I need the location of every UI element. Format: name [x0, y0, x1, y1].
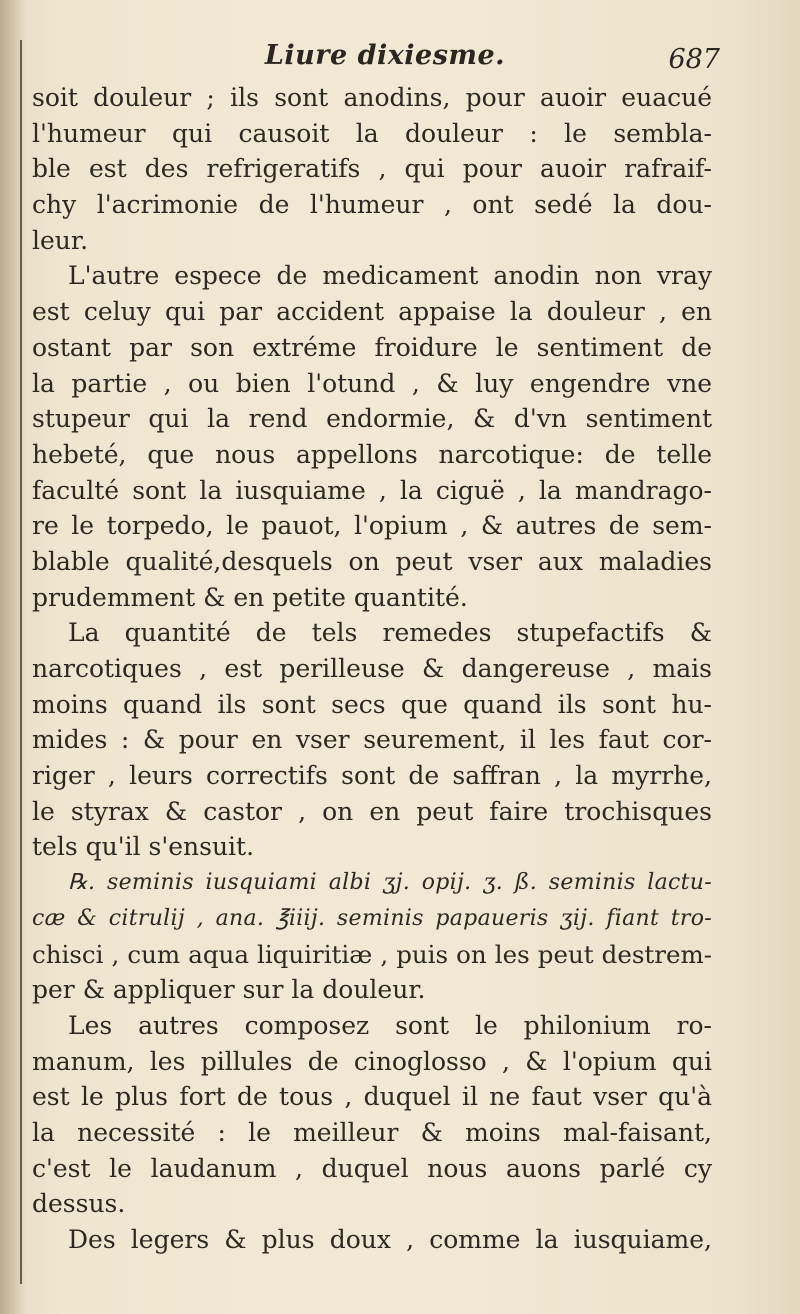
- recipe-line: ℞. seminis iusquiami albi ʒj. opij. ʒ. ß. seminis lactu-: [68, 870, 712, 896]
- text-line: prudemment & en petite quantité.: [32, 582, 468, 612]
- text-line: stupeur qui la rend endormie, & d'vn sentiment: [32, 404, 712, 434]
- paragraph-start-line: L'autre espece de medicament anodin non vray: [68, 261, 712, 291]
- text-line: re le torpedo, le pauot, l'opium , & autres de sem-: [32, 511, 712, 541]
- text-line: hebeté, que nous appellons narcotique: de telle: [32, 439, 712, 469]
- text-line: riger , leurs correctifs sont de saffran , la myrrhe,: [32, 761, 712, 791]
- body-text: [32, 80, 712, 1258]
- text-line: tels qu'il s'ensuit.: [32, 832, 255, 862]
- text-line: soit douleur ; ils sont anodins, pour auoir euacué: [32, 83, 712, 112]
- paragraph-start-line: Des legers & plus doux , comme la iusquiame,: [68, 1225, 712, 1254]
- text-line: narcotiques , est perilleuse & dangereuse , mais: [32, 654, 712, 683]
- text-line: blable qualité,desquels on peut vser aux maladies: [32, 546, 712, 576]
- text-line: manum, les pillules de cinoglosso , & l'opium qui: [32, 1046, 712, 1076]
- text-line: ble est des refrigeratifs , qui pour auoir rafraif-: [32, 154, 712, 184]
- running-title: Liure dixiesme.: [264, 40, 506, 71]
- text-line: dessus.: [32, 1189, 126, 1219]
- paragraph-start-line: La quantité de tels remedes stupefactifs &: [68, 618, 712, 648]
- recipe-line: cæ & citrulij , ana. ℥iiij. seminis papaueris ʒij. fiant tro-: [32, 905, 712, 931]
- text-line: c'est le laudanum , duquel nous auons parlé cy: [32, 1153, 712, 1183]
- text-line: le styrax & castor , on en peut faire trochisques: [32, 796, 712, 826]
- text-line: leur.: [32, 225, 89, 255]
- text-line: chy l'acrimonie de l'humeur , ont sedé la dou-: [32, 190, 712, 220]
- text-line: la necessité : le meilleur & moins mal-faisant,: [32, 1117, 712, 1147]
- text-line: est le plus fort de tous , duquel il ne faut vser qu'à: [32, 1082, 712, 1112]
- text-line: mides : & pour en vser seurement, il les faut cor-: [32, 725, 712, 755]
- text-line: ostant par son extréme froidure le sentiment de: [32, 332, 712, 362]
- page-number: 687: [668, 44, 720, 75]
- text-line: chisci , cum aqua liquiritiæ , puis on les peut destrem-: [32, 939, 712, 969]
- text-line: per & appliquer sur la douleur.: [32, 975, 426, 1005]
- page-gutter: [0, 0, 26, 1314]
- text-line: faculté sont la iusquiame , la ciguë , la mandrago-: [32, 475, 712, 505]
- paragraph-start-line: Les autres composez sont le philonium ro-: [68, 1010, 712, 1040]
- text-line: l'humeur qui causoit la douleur : le sembla-: [32, 118, 712, 148]
- text-line: est celuy qui par accident appaise la douleur , en: [32, 297, 712, 327]
- page-header: [60, 40, 720, 80]
- text-line: moins quand ils sont secs que quand ils sont hu-: [32, 689, 712, 719]
- text-line: la partie , ou bien l'otund , & luy engendre vne: [32, 368, 712, 398]
- gutter-rule: [20, 40, 22, 1284]
